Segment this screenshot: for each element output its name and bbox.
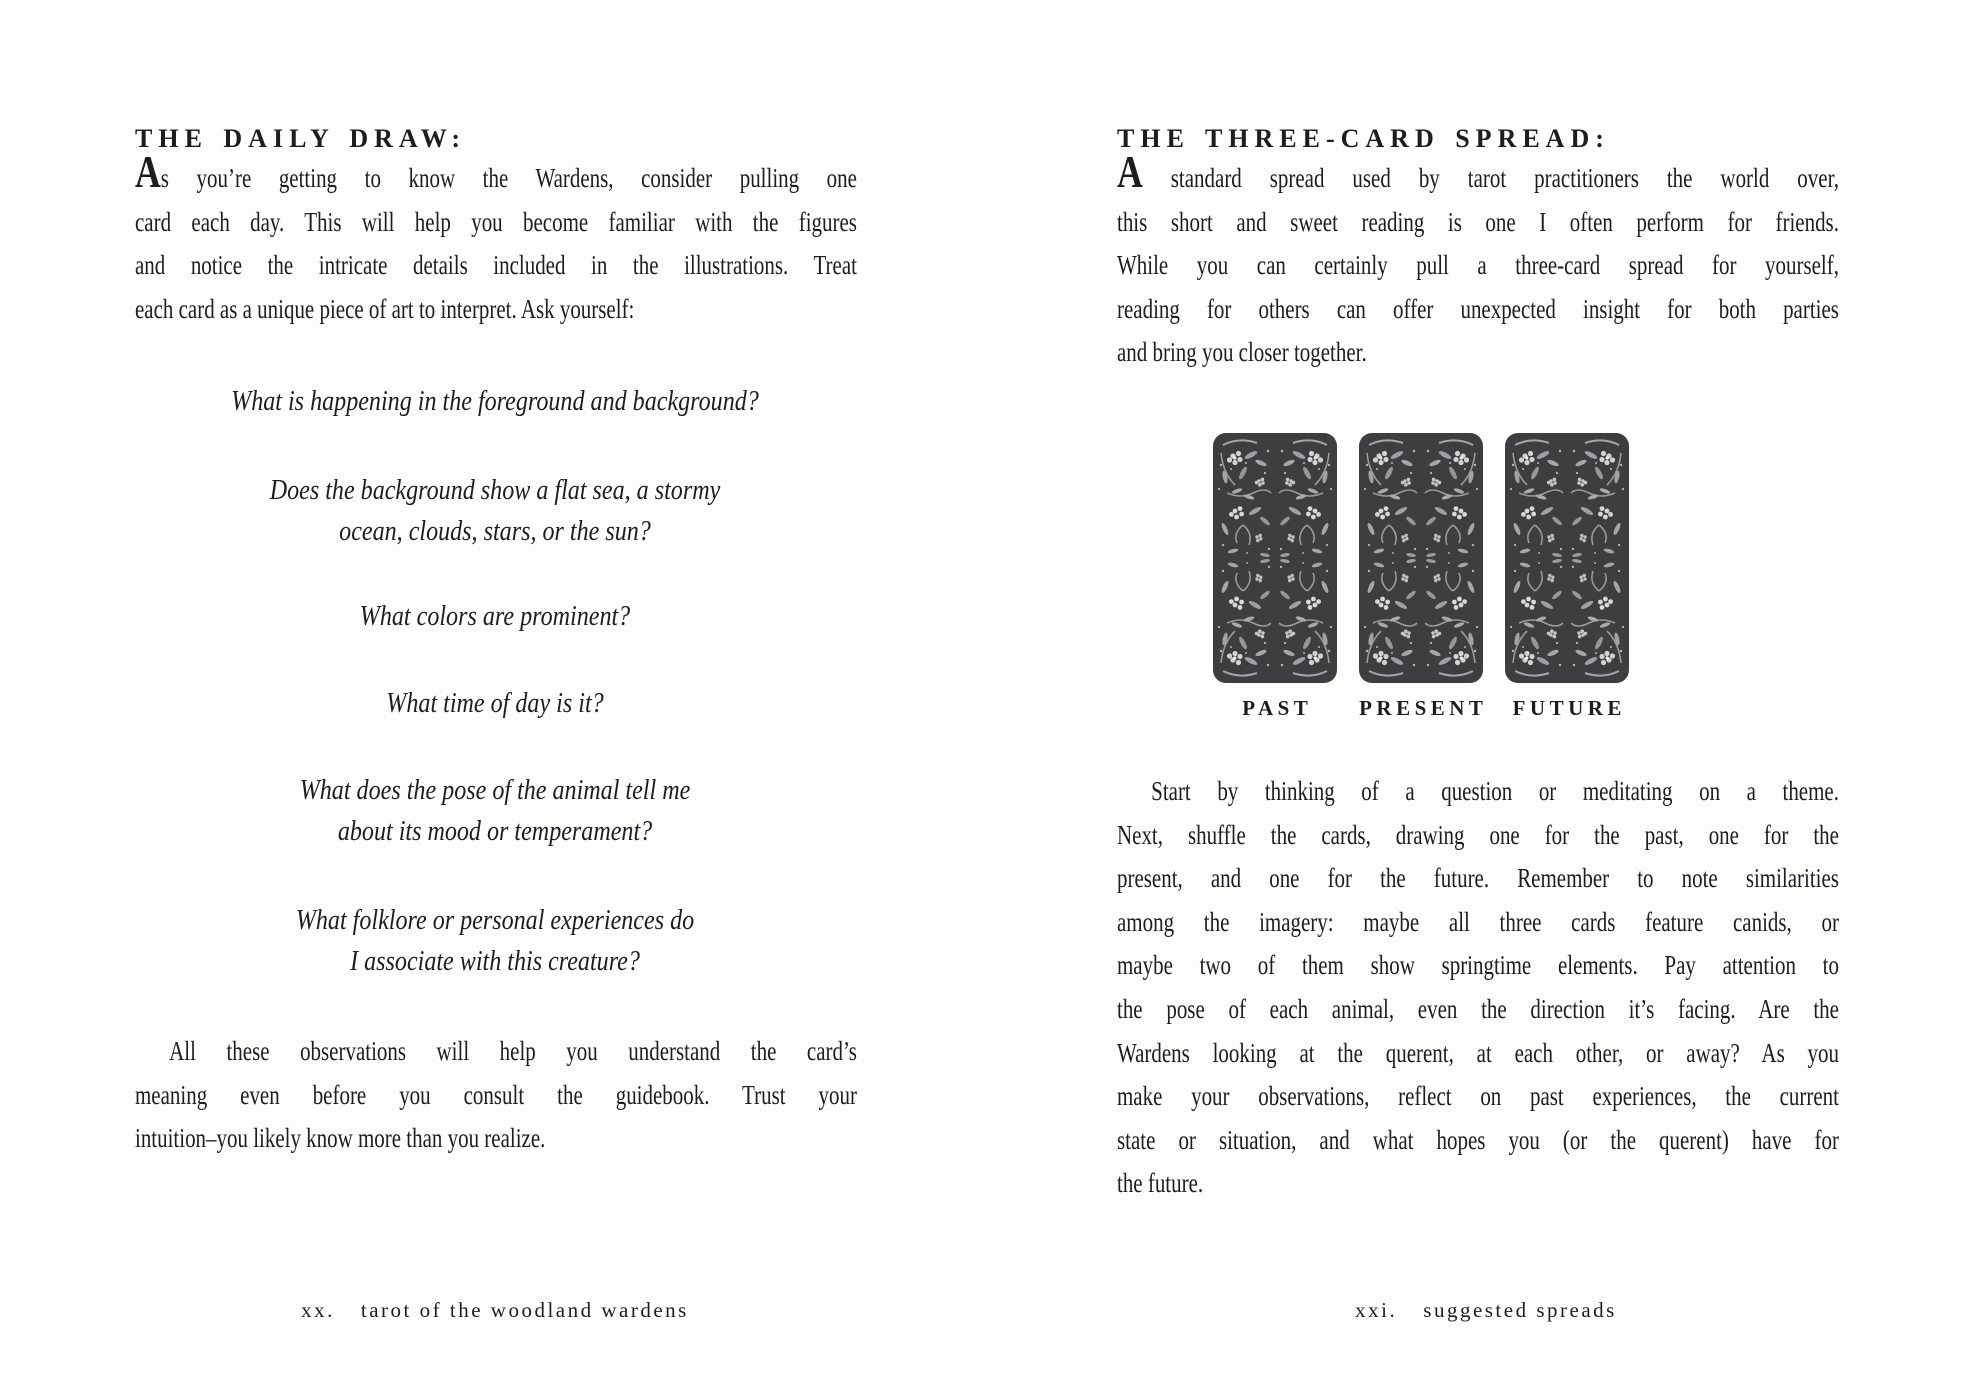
text-line: While you can certainly pull a three-card spread for yourself, (1117, 250, 1839, 281)
text-line: make your observations, reflect on past experiences, the current (1117, 1081, 1839, 1112)
text-line: Next, shuffle the cards, drawing one for the past, one for the (1117, 819, 1839, 850)
page-number: xxi. (1355, 1298, 1398, 1322)
question-line: What colors are prominent? (359, 601, 631, 632)
text-line: among the imagery: maybe all three cards feature canids, or (1117, 906, 1839, 937)
question-colors (69, 596, 920, 637)
left-running-foot (0, 1298, 990, 1322)
text-line: Wardens looking at the querent, at each other, or away? As you (1117, 1037, 1839, 1068)
text-line-rest: s you’re getting to know the Wardens, consider pulling one (160, 163, 857, 193)
question-line: about its mood or temperament? (337, 816, 653, 848)
question-line: I associate with this creature? (350, 946, 640, 978)
card-label-past: PAST (1242, 696, 1313, 720)
question-background-sea (69, 470, 920, 553)
drop-cap: A (1117, 146, 1143, 197)
text-line: this short and sweet reading is one I often perform for friends. (1117, 206, 1839, 237)
text-line-rest: standard spread used by tarot practitioners the world over, (1142, 163, 1839, 193)
drop-cap: A (135, 146, 161, 197)
question-line: ocean, clouds, stars, or the sun? (339, 516, 651, 548)
text-line: reading for others can offer unexpected insight for both parties (1117, 293, 1839, 324)
card-label-future: FUTURE (1512, 696, 1626, 720)
question-line: What is happening in the foreground and background? (231, 386, 759, 417)
tarot-card-back (1505, 433, 1629, 683)
question-line: What folklore or personal experiences do (295, 905, 695, 936)
running-foot-title: tarot of the woodland wardens (360, 1298, 689, 1322)
text-line: intuition–you likely know more than you realize. (135, 1123, 546, 1154)
question-line: What does the pose of the animal tell me (299, 775, 691, 806)
section-heading-daily-draw: THE DAILY DRAW: (135, 124, 467, 153)
page-number: xx. (301, 1298, 335, 1322)
question-folklore (69, 900, 920, 983)
text-line: and bring you closer together. (1117, 337, 1367, 368)
question-pose (69, 770, 920, 853)
text-line: and notice the intricate details included in the illustrations. Treat (135, 250, 857, 281)
text-line: present, and one for the future. Remember to note similarities (1117, 863, 1839, 894)
three-card-spread-figure (1213, 433, 1629, 721)
text-line: meaning even before you consult the guidebook. Trust your (135, 1079, 857, 1110)
text-line: Start by thinking of a question or meditating on a theme. (1151, 776, 1839, 806)
section-heading-three-card-spread: THE THREE-CARD SPREAD: (1117, 124, 1610, 153)
card-present (1359, 433, 1488, 721)
card-future (1505, 433, 1629, 721)
text-line: state or situation, and what hopes you (or the querent) have for (1117, 1124, 1839, 1155)
observations-paragraph (135, 1030, 857, 1161)
card-past (1213, 433, 1337, 721)
daily-draw-paragraph (135, 146, 857, 331)
text-line: the future. (1117, 1168, 1204, 1199)
tarot-card-back (1359, 433, 1483, 683)
three-card-intro-paragraph (1117, 146, 1839, 375)
question-foreground-background (69, 381, 920, 422)
three-card-instructions-paragraph (1117, 770, 1839, 1206)
text-line: card each day. This will help you become familiar with the figures (135, 206, 857, 237)
text-line: maybe two of them show springtime elements. Pay attention to (1117, 950, 1839, 981)
card-label-present: PRESENT (1359, 696, 1488, 720)
running-foot-title: suggested spreads (1423, 1298, 1617, 1322)
question-line: Does the background show a flat sea, a stormy (269, 475, 721, 506)
right-running-foot (991, 1298, 1981, 1322)
text-line: All these observations will help you understand the card’s (169, 1036, 857, 1066)
question-line: What time of day is it? (386, 688, 604, 719)
text-line: each card as a unique piece of art to interpret. Ask yourself: (135, 293, 635, 324)
text-line: the pose of each animal, even the direction it’s facing. Are the (1117, 993, 1839, 1024)
question-time-of-day (69, 683, 920, 724)
text-line (1117, 146, 1839, 201)
text-line (135, 146, 857, 201)
tarot-card-back (1213, 433, 1337, 683)
